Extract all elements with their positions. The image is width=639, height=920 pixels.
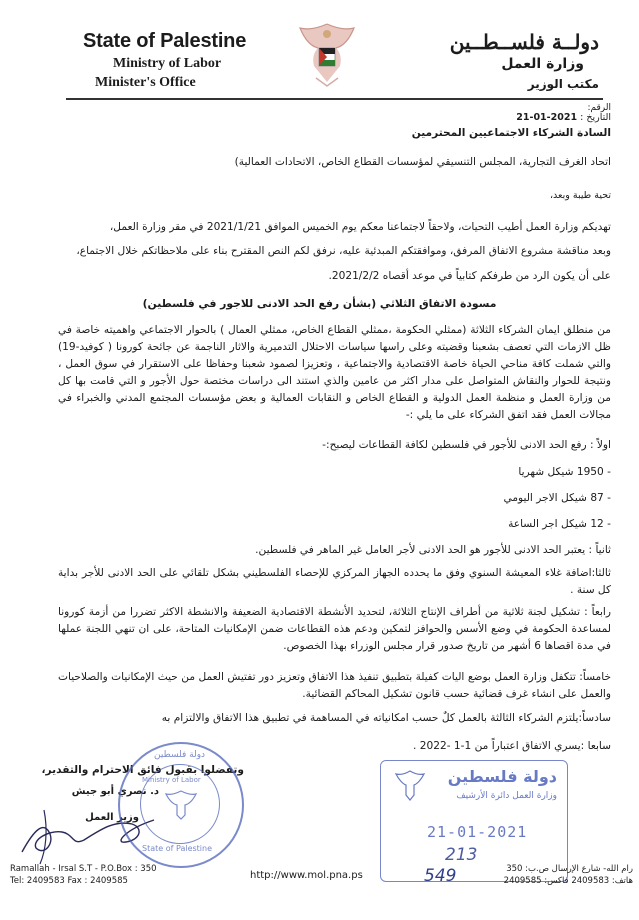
wage-daily: - 87 شيكل الاجر اليومي: [503, 492, 611, 504]
header-ar-office: مكتب الوزير: [527, 77, 599, 91]
closing: وتفضلوا بقبول فائق الاحترام والتقدير،: [41, 764, 244, 776]
header-en-title: State of Palestine: [83, 30, 247, 52]
draft-title: مسودة الاتفاق الثلاثي (بشأن رفع الحد الادنى للاجور في فلسطين): [142, 297, 497, 310]
intro-line-1: تهديكم وزارة العمل أطيب التحيات، ولاحقاً لاجتماعنا معكم يوم الخميس الموافق 2021/1/21 في مقر وزارة العمل،: [109, 221, 611, 233]
signatory-name: د. نصري أبو جيش: [71, 786, 159, 797]
header-en-office: Minister's Office: [95, 75, 196, 90]
received-stamp-date: 21-01-2021: [427, 823, 528, 841]
received-stamp-subtitle: وزارة العمل دائرة الأرشيف: [456, 791, 557, 801]
footer-address-en: Ramallah - Irsal S.T - P.O.Box : 350: [10, 864, 157, 874]
handwritten-number: 549: [424, 866, 457, 886]
item-1-heading: اولاً : رفع الحد الادنى للأجور في فلسطين لكافة القطاعات ليصبح:-: [322, 439, 611, 451]
round-stamp-en-bottom: State of Palestine: [142, 844, 213, 853]
preamble: من منطلق ايمان الشركاء الثلاثة (ممثلي الحكومة ،ممثلي القطاع الخاص، ممثلي العمال ) بالحوار الاجتماعي واهميته خاصة في ظل الازمات التي تعصف بشعبنا وقضيته وعلى راسها سياسات الاحتلال التدميرية والاثار الناجمة عن جائحة كورونا ( كوفيد-19) والتي شملت كافة مناحي الحياة خاصة الاقتصادية والاجتماعية ، وتعزيزا لصمود شعبنا وحفاظا على الاستقرار في سوق العمل ، ونتيجة للحوار والنقاش المتواصل على مدار اكثر من عامين والذي استند الى دراسات مختصة حول الأجور و التي قامت بها كل من وزارة العمل و منظمة العمل الدولية و القطاع الخاص و النقابات العمالية و بعض مؤسسات المجتمع المدني والخبراء في مجالات العمل فقد اتفق الشركاء على ما يلي :-: [58, 324, 611, 421]
round-stamp-eagle-icon: [164, 788, 198, 822]
item-4: رابعاً : تشكيل لجنة ثلاثية من أطراف الإنتاج الثلاثة، لتحديد الأنشطة الاقتصادية الضعيفة والانشطة الاكثر تضررا من أزمة كورونا لمساعدة الحكومة في وضع الأسس والحوافز لتمكين ودعم هذه القطاعات ضمن الإمكانيات المتاحة، على ان تنهي اللجنة عملها في مدة اقصاها 6 أشهر من تاريخ صدور قرار مجلس الوزراء بهذا الخصوص.: [58, 606, 611, 652]
date-line: [516, 112, 611, 123]
footer-website-link[interactable]: http://www.mol.pna.ps: [250, 870, 363, 881]
item-7: سابعا :يسري الاتفاق اعتباراً من 1-1 -2022 .: [412, 740, 611, 752]
ref-label: الرقم:: [587, 103, 611, 113]
wage-hourly: - 12 شيكل اجر الساعة: [508, 518, 611, 530]
signatory-title: وزير العمل: [85, 812, 139, 823]
intro-line-3: على أن يكون الرد من طرفكم كتابياً في موعد أقصاه 2021/2/2.: [328, 270, 611, 282]
round-stamp-en-top: Ministry of Labor: [142, 776, 201, 784]
received-stamp-title: دولة فلسطين: [447, 767, 557, 786]
round-stamp-ar: دولة فلسطين: [154, 750, 206, 760]
footer-phone-ar: هاتف: 2409583 فاكس: 2409585: [503, 876, 633, 886]
header-ar-ministry: وزارة العمل: [501, 56, 584, 72]
recipients: اتحاد الغرف التجارية، المجلس التنسيقي لمؤسسات القطاع الخاص، الاتحادات العمالية): [234, 156, 611, 168]
greeting: تحية طيبة وبعد،: [549, 190, 611, 201]
header-divider: [66, 98, 603, 100]
received-stamp-eagle-icon: [395, 769, 425, 803]
date-label: التاريخ :: [580, 112, 611, 123]
header-en-ministry: Ministry of Labor: [113, 56, 222, 71]
received-stamp-number: 213: [445, 845, 478, 865]
item-5: خامساً: تتكفل وزارة العمل بوضع اليات كفيلة بتطبيق تنفيذ هذا الاتفاق وتعزيز دور تفتيش العمل من حيث الإمكانيات والصلاحيات والعمل على انشاء غرف قضائية حسب قانون تشكيل المحاكم القضائية.: [58, 671, 611, 700]
header-ar-title: دولــة فلســطــين: [449, 30, 599, 54]
date-value: 2021-01-21: [516, 112, 578, 123]
addressee: السادة الشركاء الاجتماعيين المحترمين: [411, 127, 611, 139]
official-round-stamp: [118, 742, 244, 868]
item-6: سادساً:يلتزم الشركاء الثالثة بالعمل كلٌ حسب امكانياته في المساهمة في تطبيق هذا الاتفاق والالتزام به: [161, 712, 611, 724]
footer-address-ar: رام الله- شارع الإرسال ص.ب: 350: [506, 864, 633, 874]
wage-monthly: - 1950 شيكل شهريا: [518, 466, 611, 478]
palestine-eagle-emblem-icon: [296, 18, 358, 90]
item-2: ثانياً : يعتبر الحد الادنى للأجور هو الحد الادنى لأجر العامل غير الماهر في فلسطين.: [255, 544, 611, 556]
item-3: ثالثا:اضافة غلاء المعيشة السنوي وفق ما يحدده الجهاز المركزي للإحصاء الفلسطيني بشكل تلقائي على الحد الادنى للأجر بداية كل سنة .: [58, 567, 611, 596]
footer-phone-en: Tel: 2409583 Fax : 2409585: [10, 876, 128, 886]
intro-line-2: وبعد مناقشة مشروع الاتفاق المرفق، وموافقتكم المبدئية عليه، نرفق لكم النص المقترح بناء على ملاحظاتكم خلال الاجتماع،: [76, 245, 611, 257]
